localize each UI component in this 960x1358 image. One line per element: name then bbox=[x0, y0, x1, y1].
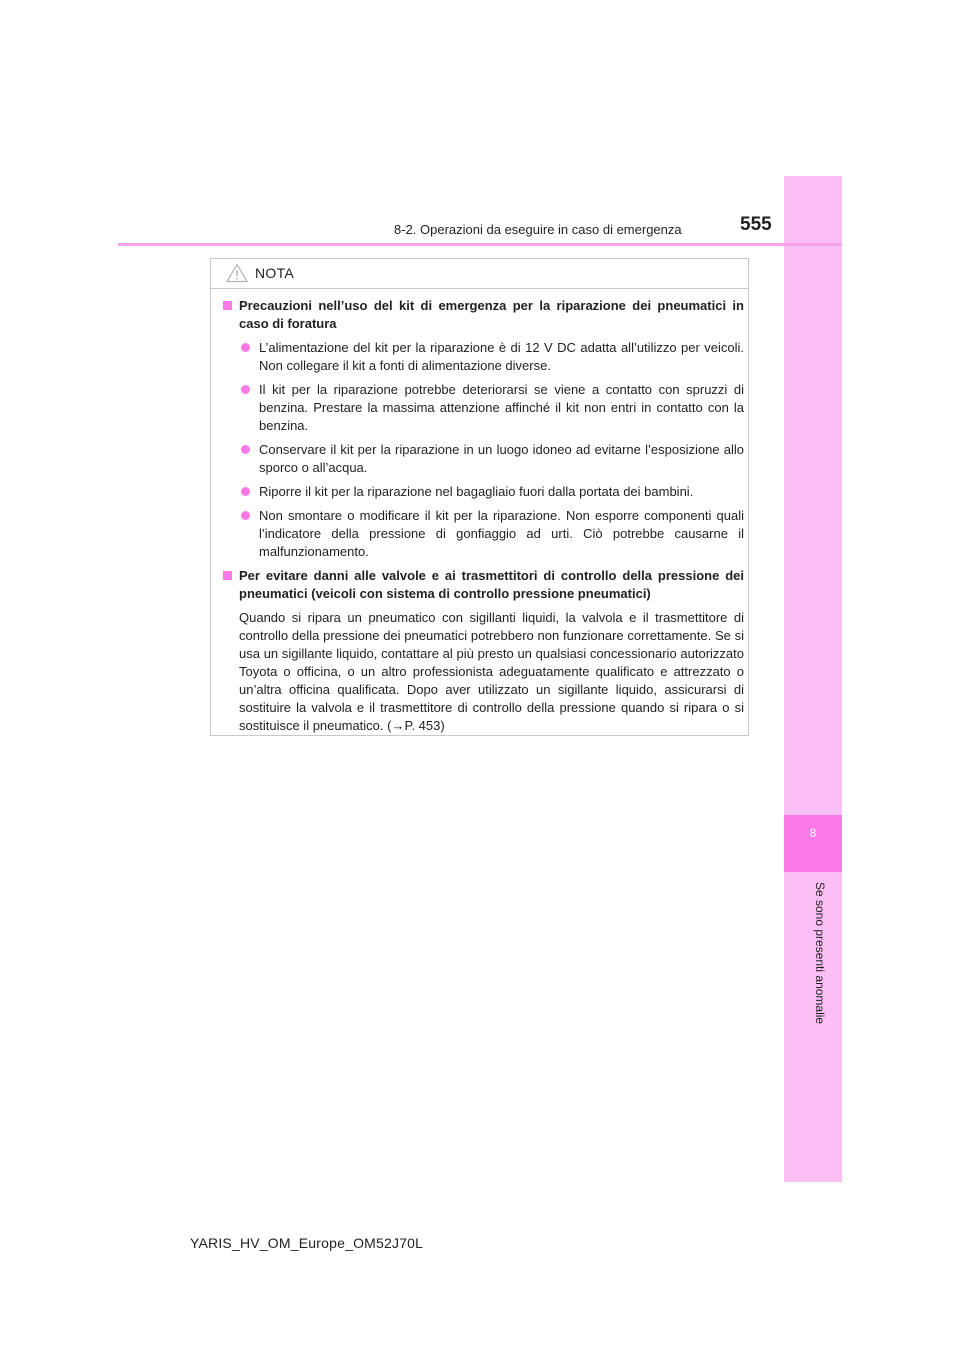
square-bullet-icon bbox=[223, 301, 232, 310]
list-item-text: Non smontare o modificare il kit per la riparazione. Non esporre componenti quali l’indicatore della pressione di gonfiaggio ad urti. Ciò potrebbe causarne il malfunzionamento. bbox=[259, 508, 744, 559]
note-section bbox=[221, 567, 744, 735]
circle-bullet-icon bbox=[241, 487, 250, 496]
note-label: NOTA bbox=[255, 265, 295, 281]
chapter-number: 8 bbox=[809, 826, 817, 840]
document-code: YARIS_HV_OM_Europe_OM52J70L bbox=[190, 1235, 424, 1251]
chapter-tab-marker bbox=[784, 815, 842, 872]
list-item-text: Riporre il kit per la riparazione nel bagagliaio fuori dalla portata dei bambini. bbox=[259, 484, 694, 499]
header-divider bbox=[118, 243, 842, 246]
list-item bbox=[239, 339, 744, 375]
page-number: 555 bbox=[740, 214, 772, 235]
list-item-text: Il kit per la riparazione potrebbe deteriorarsi se viene a contatto con spruzzi di benzina. Prestare la massima attenzione affinché il kit non entri in contatto con la benzina. bbox=[259, 382, 744, 433]
note-content bbox=[221, 297, 744, 741]
list-item bbox=[239, 483, 744, 501]
circle-bullet-icon bbox=[241, 385, 250, 394]
section-heading: Per evitare danni alle valvole e ai trasmettitori di controllo della pressione dei pneumatici (veicoli con sistema di controllo pressione pneumatici) bbox=[239, 568, 744, 601]
section-title: 8-2. Operazioni da eseguire in caso di emergenza bbox=[394, 222, 682, 237]
list-item-text: L’alimentazione del kit per la riparazione è di 12 V DC adatta all’utilizzo per veicoli. Non collegare il kit a fonti di alimentazione diverse. bbox=[259, 340, 744, 373]
circle-bullet-icon bbox=[241, 445, 250, 454]
section-heading: Precauzioni nell’uso del kit di emergenza per la riparazione dei pneumatici in caso di foratura bbox=[239, 298, 744, 331]
square-bullet-icon bbox=[223, 571, 232, 580]
chapter-title: Se sono presenti anomalie bbox=[813, 882, 827, 1025]
circle-bullet-icon bbox=[241, 343, 250, 352]
note-section bbox=[221, 297, 744, 561]
warning-triangle-icon bbox=[226, 263, 248, 283]
list-item bbox=[239, 441, 744, 477]
note-header bbox=[211, 259, 748, 289]
note-box bbox=[210, 258, 749, 736]
list-item bbox=[239, 381, 744, 435]
section-paragraph: Quando si ripara un pneumatico con sigillanti liquidi, la valvola e il trasmettitore di controllo della pressione dei pneumatici potrebbero non funzionare correttamente. Se si usa un sigillante liquido, contattare al più presto un qualsiasi concessionario autorizzato Toyota o officina, o un altro professionista adeguatamente qualificato e attrezzato o un’altra officina qualificata. Dopo aver utilizzato un sigillante liquido, assicurarsi di sostituire la valvola e il trasmettitore di controllo della pressione quando si ripara o si sostituisce il pneumatico. (→P. 453) bbox=[239, 610, 744, 733]
list-item bbox=[239, 507, 744, 561]
list-item-text: Conservare il kit per la riparazione in un luogo idoneo ad evitarne l’esposizione allo sporco o all’acqua. bbox=[259, 442, 744, 475]
circle-bullet-icon bbox=[241, 511, 250, 520]
side-tab bbox=[784, 176, 842, 1182]
